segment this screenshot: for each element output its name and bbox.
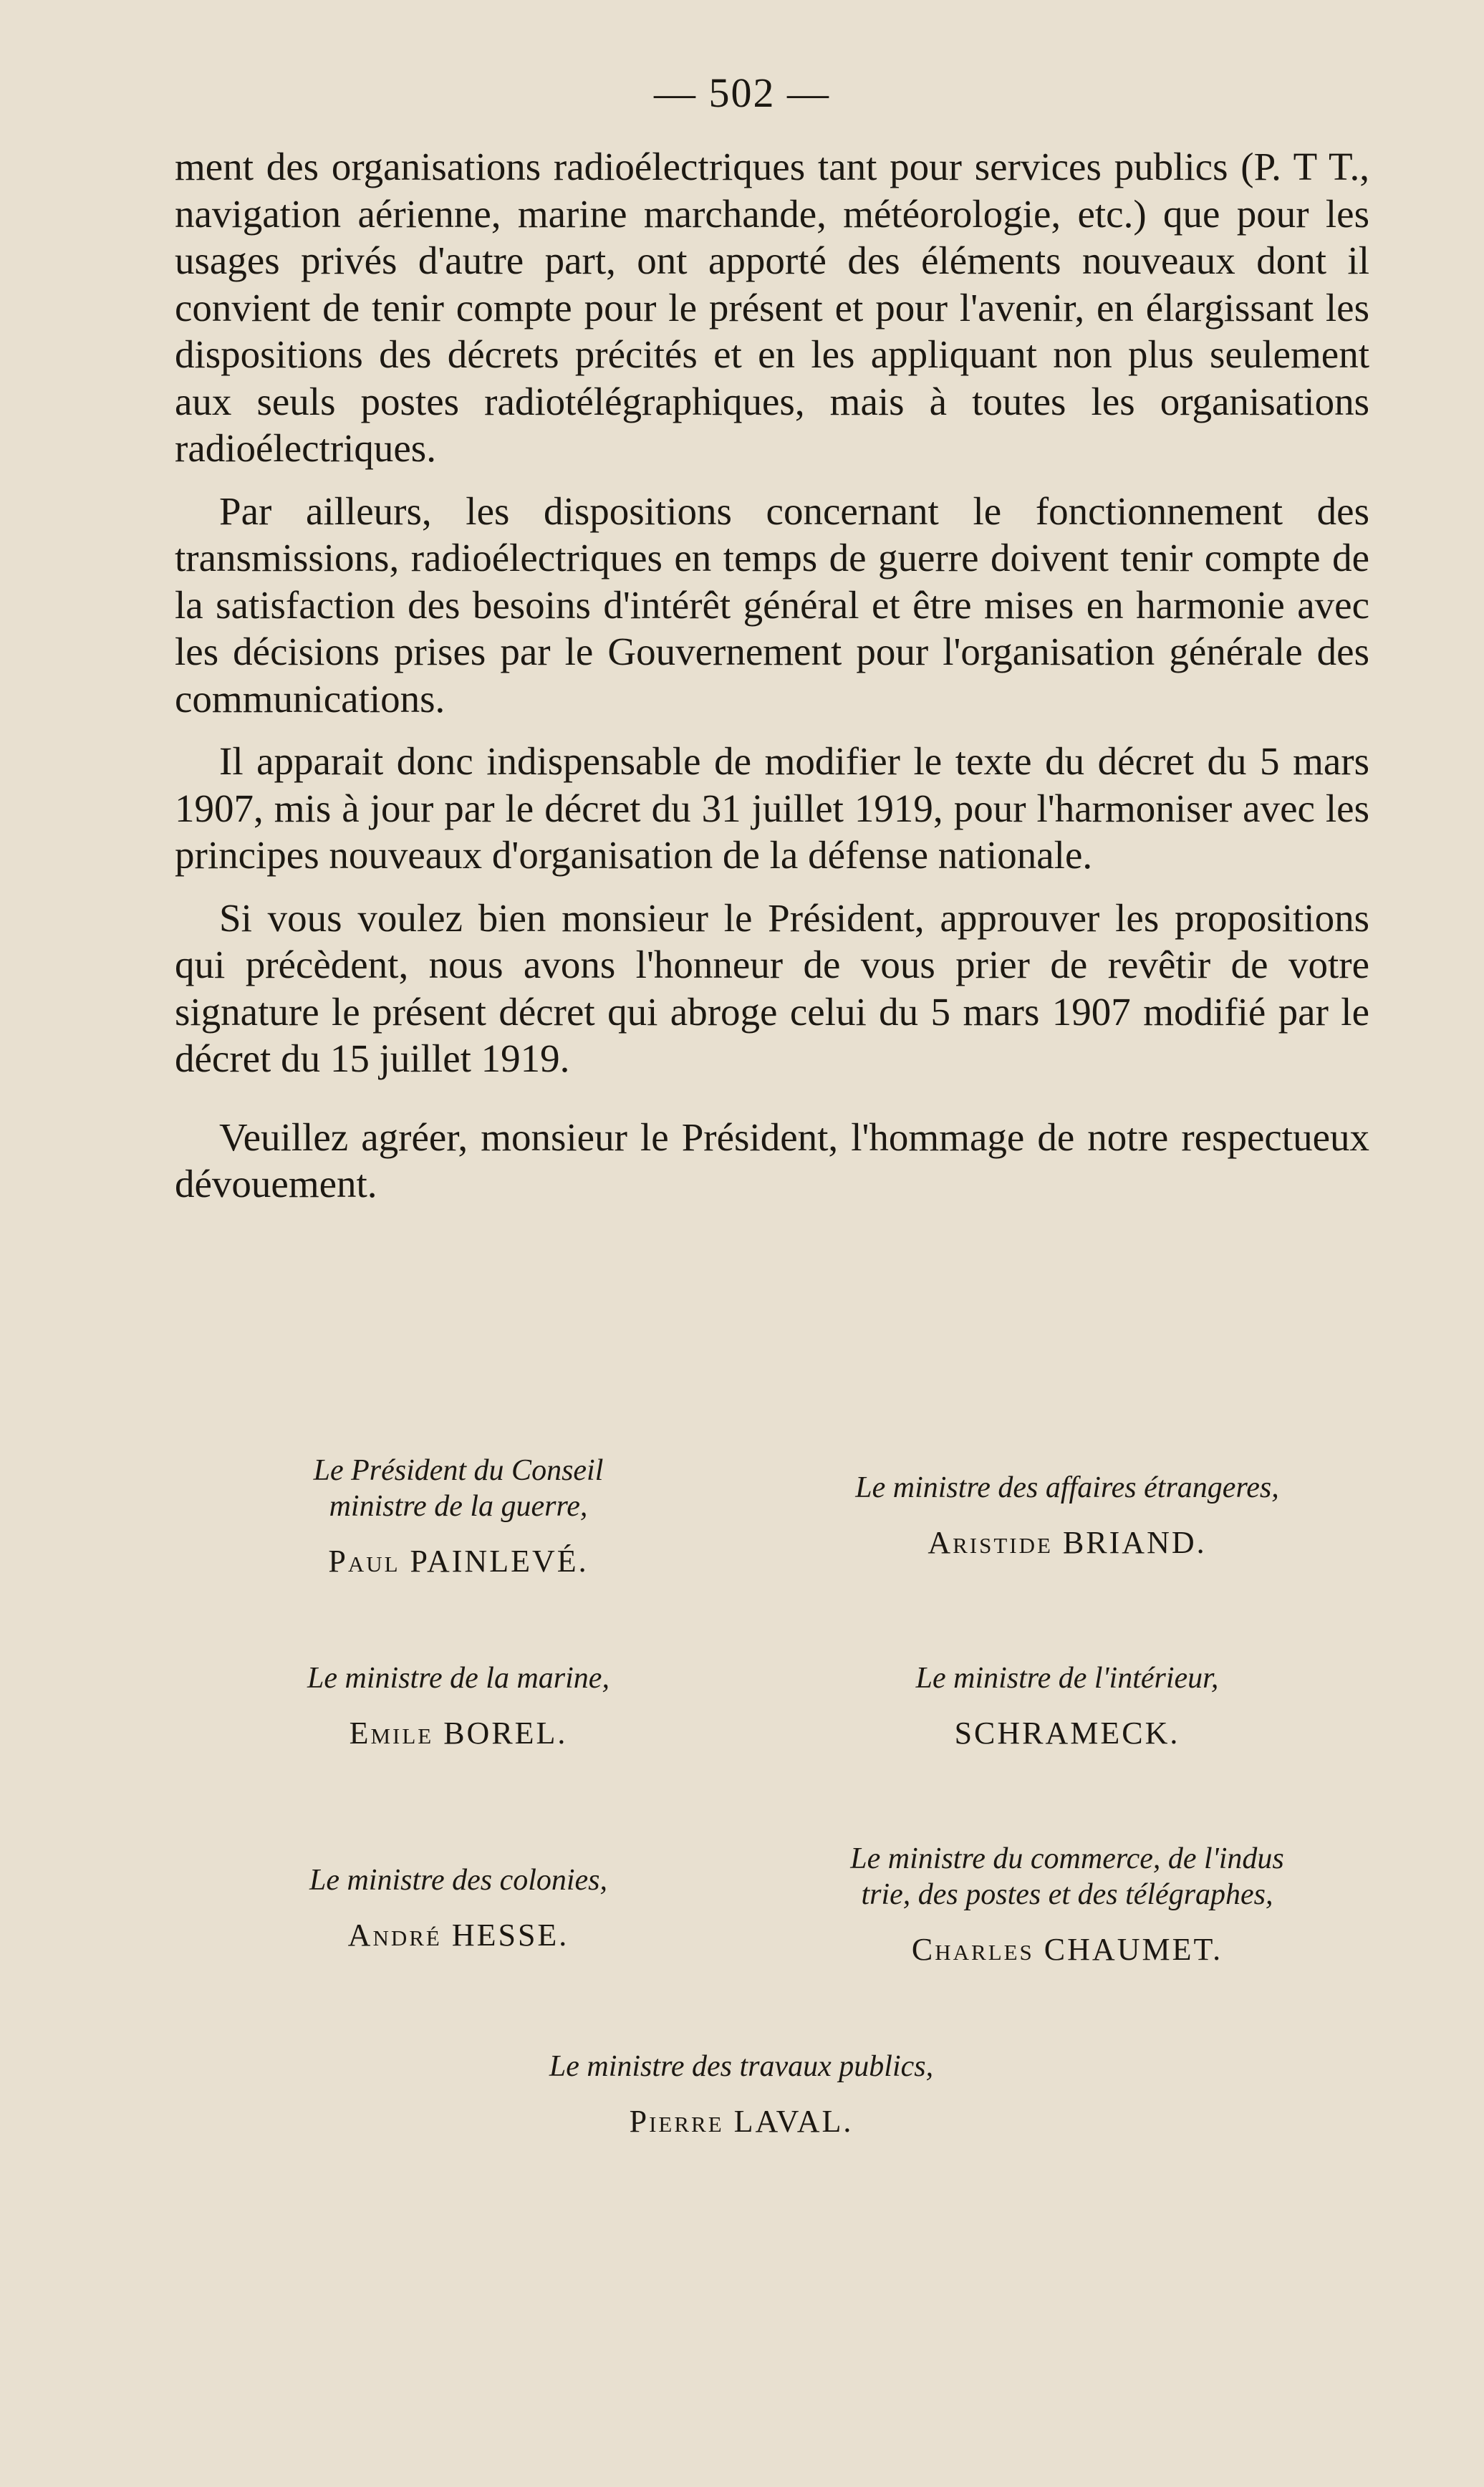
signature-affaires-etrangeres <box>745 1470 1389 1561</box>
paragraph-2: Par ailleurs, les dispositions concernant le fonctionnement des transmissions, radioélectriques en temps de guerre doivent tenir compte de la satisfaction des besoins d'intérêt général et être mises en harmonie avec les décisions prises par le Gouvernement pour l'organisation générale des communications. <box>175 489 1369 721</box>
signature-title: Le ministre de la marine, <box>307 1662 610 1695</box>
signature-title: Le ministre des affaires étrangeres, <box>855 1471 1279 1504</box>
signature-title: Le Président du Conseil <box>313 1454 604 1487</box>
signature-title: ministre de la guerre, <box>329 1490 588 1523</box>
signature-interieur <box>745 1660 1389 1751</box>
signature-name: Pierre LAVAL. <box>629 2104 854 2139</box>
closing-paragraph: Veuillez agréer, monsieur le Président, l'hommage de notre respectueux dévouement. <box>175 1115 1369 1206</box>
signature-travaux-publics <box>401 2049 1081 2140</box>
body-text <box>175 143 1369 1223</box>
signature-name: André HESSE. <box>347 1918 569 1953</box>
signature-name: Emile BOREL. <box>349 1716 568 1751</box>
signature-marine <box>201 1660 716 1751</box>
signature-title: Le ministre des travaux publics, <box>549 2050 934 2083</box>
signature-name: Paul PAINLEVÉ. <box>328 1544 589 1579</box>
signature-title: Le ministre de l'intérieur, <box>915 1662 1219 1695</box>
signature-commerce <box>745 1841 1389 1968</box>
signature-title: Le ministre des colonies, <box>309 1864 608 1897</box>
page-number: — 502 — <box>654 69 830 116</box>
signature-name: SCHRAMECK. <box>954 1716 1180 1751</box>
paragraph-3: Il apparait donc indispensable de modifier le texte du décret du 5 mars 1907, mis à jour par le décret du 31 juillet 1919, pour l'harmoniser avec les principes nouveaux d'organisation de la défense nationale. <box>175 739 1369 877</box>
paragraph-1: ment des organisations radioélectriques tant pour services publics (P. T T., navigation aérienne, marine marchande, météorologie, etc.) que pour les usages privés d'autre part, ont apporté des éléments nouveaux dont il convient de tenir compte pour le présent et pour l'avenir, en élargissant les dispositions des décrets précités et en les appliquant non plus seulement aux seuls postes radiotélégraphiques, mais à toutes les organisations radioélectriques. <box>175 145 1369 470</box>
signature-colonies <box>201 1862 716 1953</box>
signature-name: Charles CHAUMET. <box>911 1932 1223 1967</box>
signature-title: Le ministre du commerce, de l'indus <box>850 1842 1284 1875</box>
signature-name: Aristide BRIAND. <box>928 1525 1207 1560</box>
paragraph-4: Si vous voulez bien monsieur le Président, approuver les propositions qui précèdent, nous avons l'honneur de vous prier de revêtir de votre signature le présent décret qui abroge celui du 5 mars 1907 modifié par le décret du 15 juillet 1919. <box>175 895 1369 1080</box>
signature-president-conseil <box>201 1453 716 1579</box>
signature-title: trie, des postes et des télégraphes, <box>861 1878 1273 1911</box>
